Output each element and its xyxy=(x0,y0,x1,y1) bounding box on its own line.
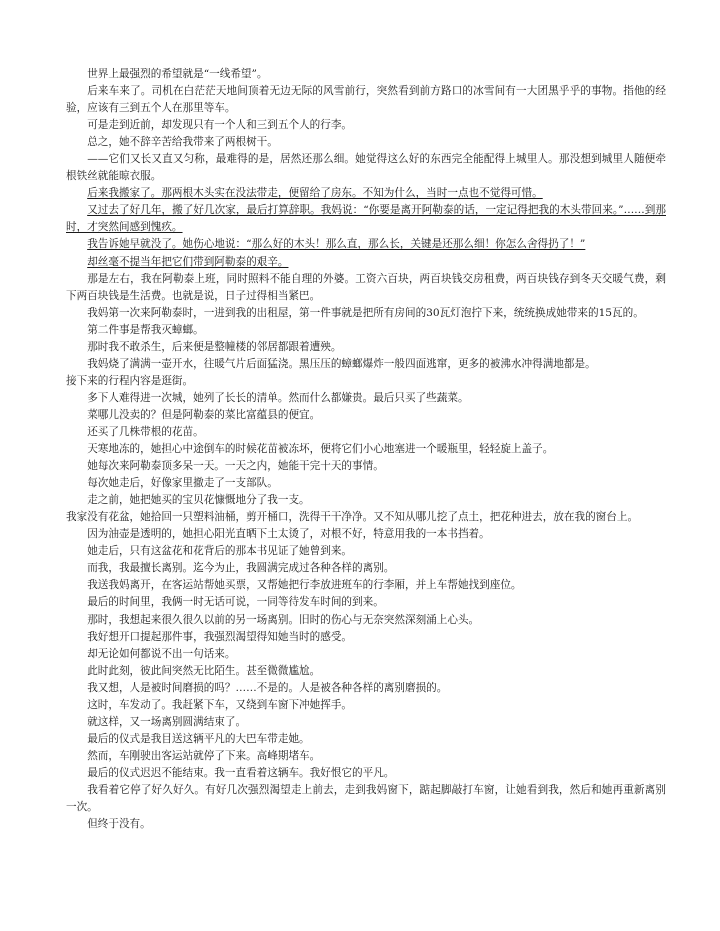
paragraph-23: 我家没有花盆，她拾回一只塑料油桶，剪开桶口，洗得干干净净。又不知从哪儿挖了点土，把花种进去，放在我的窗台上。 xyxy=(66,511,639,524)
paragraph-13: 那时我不敢杀生，后来便是整幢楼的邻居都跟着遭殃。 xyxy=(87,340,342,353)
paragraph-21: 每次她走后，好像家里撤走了一支部队。 xyxy=(87,477,278,490)
paragraph-1: 世界上最强烈的希望就是“一线希望”。 xyxy=(87,68,268,80)
paragraph-18: 还买了几株带根的花苗。 xyxy=(87,425,204,438)
paragraph-19: 天寒地冻的，她担心中途倒车的时候花苗被冻坏，便将它们小心地塞进一个暖瓶里，轻轻旋上盖子。 xyxy=(87,443,554,456)
paragraph-35: 就这样，又一场离别圆满结束了。 xyxy=(87,715,247,728)
paragraph-15: 接下来的行程内容是逛街。 xyxy=(66,374,194,387)
paragraph-29: 那时，我想起来很久很久以前的另一场离别。旧时的伤心与无奈突然深刻涌上心头。 xyxy=(87,613,480,626)
paragraph-3: 可是走到近前，却发现只有一个人和三到五个人的行李。 xyxy=(87,119,353,132)
paragraph-6-underlined: 后来我搬家了。那两根木头实在没法带走，便留给了房东。不知为什么，当时一点也不觉得可惜。 xyxy=(87,187,543,200)
paragraph-36: 最后的仪式是我目送这辆平凡的大巴车带走她。 xyxy=(87,732,310,745)
paragraph-22: 走之前，她把她买的宝贝花慷慨地分了我一支。 xyxy=(87,494,310,507)
paragraph-11: 我妈第一次来阿勒泰时，一进到我的出租屋，第一件事就是把所有房间的30瓦灯泡拧下来，统统换成她带来的15瓦的。 xyxy=(87,306,644,319)
paragraph-8-underlined: 我告诉她早就没了。她伤心地说：“那么好的木头！那么直，那么长，关键是还那么细！你怎么舍得扔了！” xyxy=(87,238,586,251)
paragraph-27: 我送我妈离开，在客运站帮她买票，又帮她把行李放进班车的行李厢，并上车帮她找到座位。 xyxy=(87,579,522,592)
paragraph-20: 她每次来阿勒泰顶多呆一天。一天之内，她能干完十天的事情。 xyxy=(87,460,384,473)
paragraph-34: 这时，车发动了。我赶紧下车，又绕到车窗下冲她挥手。 xyxy=(87,698,353,711)
paragraph-7-underlined: 又过去了好几年，搬了好几次家，最后打算辞职。我妈说：“你要是离开阿勒泰的话，一定记得把我的木头带回来。”……到那时，才突然间感到愧疚。 xyxy=(66,204,666,234)
paragraph-12: 第二件事是帮我灭蟑螂。 xyxy=(87,323,204,336)
paragraph-32: 此时此刻，彼此间突然无比陌生。甚至微微尴尬。 xyxy=(87,664,321,677)
paragraph-40: 但终于没有。 xyxy=(87,818,151,831)
paragraph-24: 因为油壶是透明的，她担心阳光直晒下土太烫了，对根不好，特意用我的一本书挡着。 xyxy=(87,528,490,541)
paragraph-10: 那是左右，我在阿勒泰上班，同时照料不能自理的外婆。工资六百块，两百块钱交房租费，两百块钱存到冬天交暖气费，剩下两百块钱是生活费。也就是说，日子过得相当紧巴。 xyxy=(66,272,666,302)
document-page xyxy=(66,66,666,833)
paragraph-28: 最后的时间里，我俩一时无话可说，一同等待发车时间的到来。 xyxy=(87,596,384,609)
paragraph-4: 总之，她不辞辛苦给我带来了两根树干。 xyxy=(87,136,278,149)
paragraph-31: 却无论如何都说不出一句话来。 xyxy=(87,647,236,660)
paragraph-30: 我好想开口提起那件事，我强烈渴望得知她当时的感受。 xyxy=(87,630,353,643)
paragraph-25: 她走后，只有这盆花和花背后的那本书见证了她曾到来。 xyxy=(87,545,353,558)
paragraph-37: 然而，车刚驶出客运站就停了下来。高峰期堵车。 xyxy=(87,749,321,762)
paragraph-39: 我看着它停了好久好久。有好几次强烈渴望走上前去，走到我妈窗下，踮起脚敲打车窗，让她看到我，然后和她再重新离别一次。 xyxy=(66,783,666,814)
paragraph-5: ——它们又长又直又匀称，最难得的是，居然还那么细。她觉得这么好的东西完全能配得上城里人。那没想到城里人随便牵根铁丝就能晾衣服。 xyxy=(66,153,666,183)
paragraph-14: 我妈烧了满满一壶开水，往暖气片后面猛浇。黑压压的蟑螂爆炸一般四面逃窜，更多的被沸水冲得满地都是。 xyxy=(87,357,596,370)
paragraph-33: 我又想，人是被时间磨损的吗？……不是的。人是被各种各样的离别磨损的。 xyxy=(87,681,448,694)
paragraph-26: 而我，我最擅长离别。迄今为止，我圆满完成过各种各样的离别。 xyxy=(87,562,395,575)
paragraph-9-underlined: 却丝毫不提当年把它们带到阿勒泰的艰辛。 xyxy=(87,255,289,268)
paragraph-38: 最后的仪式迟迟不能结束。我一直看着这辆车。我好恨它的平凡。 xyxy=(87,766,395,779)
paragraph-2: 后来车来了。司机在白茫茫天地间顶着无边无际的风雪前行，突然看到前方路口的冰雪间有一大团黑乎乎的事物。指他的经验，应该有三到五个人在那里等车。 xyxy=(66,85,666,115)
paragraph-17: 菜哪儿没卖的？但是阿勒泰的菜比富蕴县的便宜。 xyxy=(87,408,321,421)
paragraph-16: 多下人难得进一次城，她列了长长的清单。然而什么都嫌贵。最后只买了些蔬菜。 xyxy=(87,391,469,404)
